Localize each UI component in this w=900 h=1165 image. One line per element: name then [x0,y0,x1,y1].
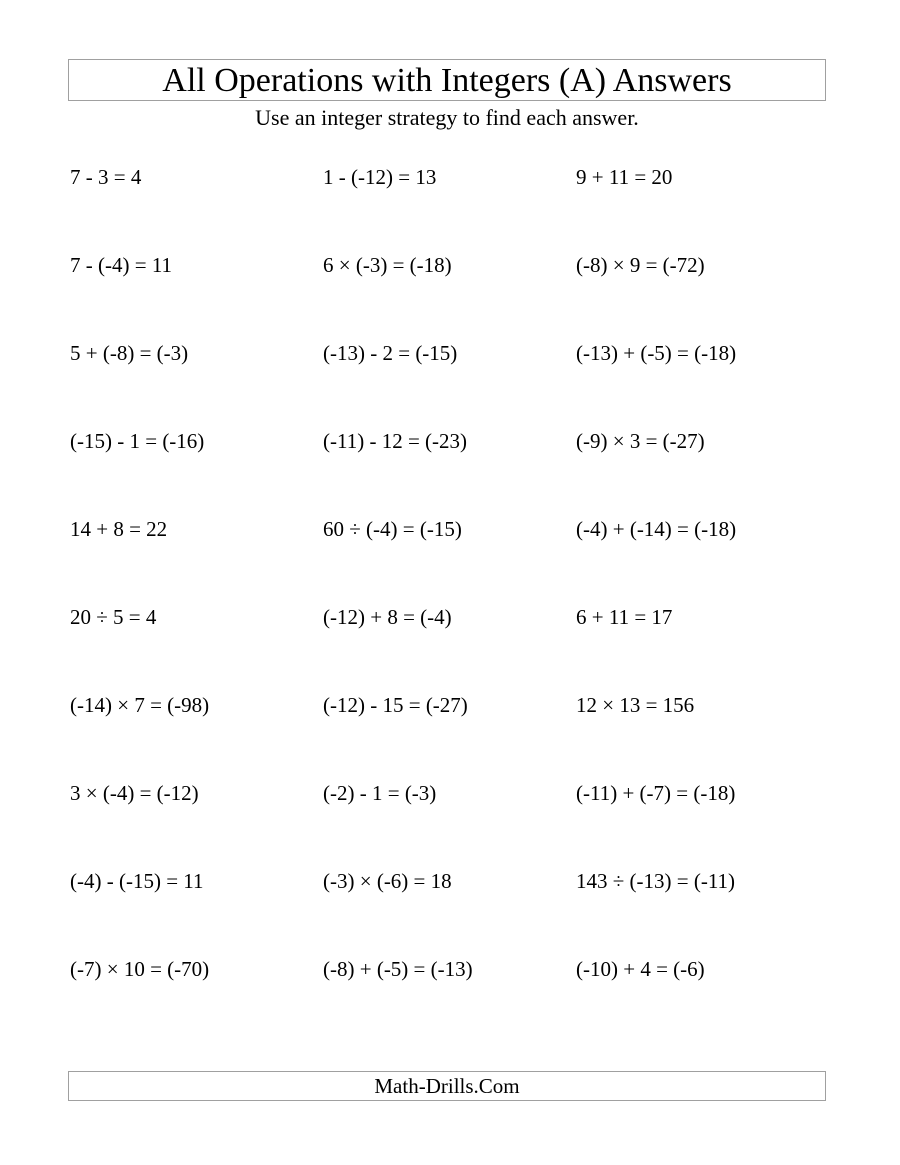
answer-item: 5 + (-8) = (-3) [70,341,189,365]
answer-row [70,336,830,424]
answer-item: (-12) + 8 = (-4) [323,605,452,629]
answer-item: (-8) × 9 = (-72) [576,253,705,277]
answer-item: (-9) × 3 = (-27) [576,429,705,453]
answer-item: 7 - 3 = 4 [70,165,142,189]
answer-item: 6 + 11 = 17 [576,605,673,629]
answer-grid [70,160,830,1040]
answer-row [70,248,830,336]
answer-item: (-2) - 1 = (-3) [323,781,437,805]
answer-item: (-13) - 2 = (-15) [323,341,458,365]
answer-item: (-4) + (-14) = (-18) [576,517,737,541]
answer-item: (-7) × 10 = (-70) [70,957,210,981]
answer-item: (-11) - 12 = (-23) [323,429,468,453]
answer-item: (-4) - (-15) = 11 [70,869,204,893]
answer-item: (-13) + (-5) = (-18) [576,341,737,365]
answer-item: (-8) + (-5) = (-13) [323,957,473,981]
answer-row [70,600,830,688]
answer-row [70,160,830,248]
answer-item: (-11) + (-7) = (-18) [576,781,736,805]
worksheet-instructions: Use an integer strategy to find each answer. [255,105,639,130]
answer-item: 20 ÷ 5 = 4 [70,605,157,629]
answer-item: 3 × (-4) = (-12) [70,781,199,805]
answer-item: 1 - (-12) = 13 [323,165,437,189]
answer-item: 9 + 11 = 20 [576,165,673,189]
answer-item: 143 ÷ (-13) = (-11) [576,869,736,893]
answer-row [70,512,830,600]
answer-item: 60 ÷ (-4) = (-15) [323,517,462,541]
answer-item: (-3) × (-6) = 18 [323,869,452,893]
answer-row [70,864,830,952]
worksheet-title: All Operations with Integers (A) Answers [68,59,826,101]
answer-row [70,424,830,512]
answer-item: 14 + 8 = 22 [70,517,168,541]
answer-item: (-14) × 7 = (-98) [70,693,210,717]
answer-item: (-12) - 15 = (-27) [323,693,468,717]
answer-row [70,688,830,776]
answer-item: (-10) + 4 = (-6) [576,957,705,981]
answer-item: (-15) - 1 = (-16) [70,429,205,453]
footer-site-name: Math-Drills.Com [68,1071,826,1101]
answer-item: 12 × 13 = 156 [576,693,695,717]
answer-row [70,952,830,1040]
answer-item: 6 × (-3) = (-18) [323,253,452,277]
answer-row [70,776,830,864]
answer-item: 7 - (-4) = 11 [70,253,173,277]
